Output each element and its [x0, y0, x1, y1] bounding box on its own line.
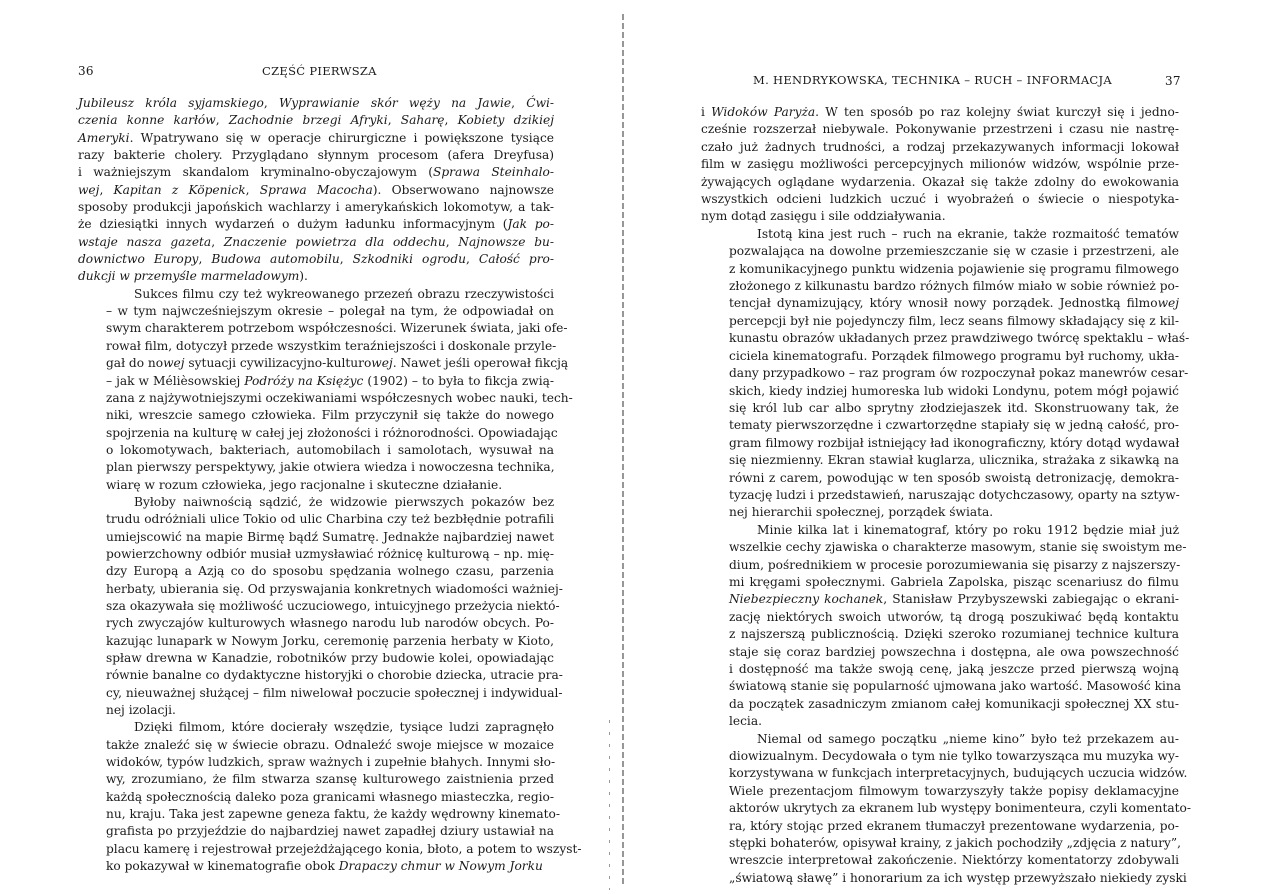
text-line: nej izolacji.: [106, 703, 176, 718]
text-line: każdą społecznością daleko poza granicami własnego miasteczka, regio-: [106, 789, 554, 804]
text-line: sza okazywała się możliwość uczuciowego, intuicyjnego przeżycia niektó-: [106, 598, 560, 613]
text-line: ciciela kinematografu. Porządek filmowego programu był ruchomy, ukła-: [729, 348, 1179, 363]
text-line: downictwo Europy, Budowa automobilu, Szkodniki ogrodu, Całość pro-: [78, 252, 555, 267]
text-line: da początek zasadniczym zmianom całej komunikacji społecznej XX stu-: [729, 696, 1179, 711]
text-line: umiejscowić na mapie Birmę bądź Sumatrę. Jednakże najbardziej nawet: [106, 529, 554, 544]
page-gutter: [622, 14, 624, 884]
page-number: 37: [1165, 74, 1181, 88]
paragraph: [701, 731, 1192, 888]
text-line: tyzację ludzi i przedstawień, naruszając dotychczasowy, oparty na sztyw-: [729, 487, 1180, 502]
text-line: Sukces filmu czy też wykreowanego przezeń obrazu rzeczywistości: [134, 286, 554, 301]
text-line: czenia konne karłów, Zachodnie brzegi Afryki, Saharę, Kobiety dzikiej: [78, 113, 554, 128]
text-line: nej hierarchii społecznej, porządek świata.: [729, 505, 994, 520]
text-line: równie banalne co dydaktyczne historyjki o chorobie dziecka, utracie pra-: [106, 668, 563, 683]
text-line: pozwalająca na dowolne przemieszczanie się w czasie i przestrzeni, ale: [729, 244, 1179, 259]
text-line: ko pokazywał w kinematografie obok Drapaczy chmur w Nowym Jorku: [106, 859, 543, 874]
text-line: że dziesiątki innych wydarzeń o dużym ładunku informacyjnym (Jak po-: [78, 217, 554, 232]
text-line: wszelkie cechy zjawiska o charakterze masowym, stanie się swoistym me-: [729, 540, 1187, 555]
text-line: lecia.: [729, 714, 762, 729]
text-line: Niemal od samego początku „nieme kino” było też przekazem au-: [757, 731, 1179, 746]
text-line: spław drewna w Kanadzie, robotników przy budowie kolei, opowiadając: [106, 651, 554, 665]
page-body: [78, 95, 582, 875]
text-line: diowizualnym. Decydowała o tym nie tylko towarzysząca mu muzyka wy-: [729, 749, 1179, 764]
text-line: dium, pośrednikiem w procesie porozumiewania się pisarzy z najszerszy-: [729, 557, 1181, 572]
text-line: wreszcie interpretował zakończenie. Niektórzy komentatorzy zdobywali: [729, 853, 1179, 868]
text-line: żywających oglądane wydarzenia. Okazał się także zdolny do ewokowania: [701, 174, 1179, 189]
text-line: złożonego z kilkunastu bardzo różnych filmów miało w sobie również po-: [729, 279, 1179, 294]
text-line: skich, kiedy indziej humoreska lub widoki Londynu, potem mógł pojawić: [729, 383, 1179, 398]
text-line: razy bakterie cholery. Przyglądano słynnym procesom (afera Dreyfusa): [78, 148, 554, 163]
text-line: także znaleźć się w świecie obrazu. Odnaleźć swoje miejsce w mozaice: [106, 737, 554, 752]
text-line: tematy pierwszorzędne i czwartorzędne stapiały się w jedną całość, pro-: [729, 418, 1179, 433]
text-line: herbaty, ubierania się. Od przyswajania konkretnych wiadomości ważniej-: [106, 581, 563, 596]
text-line: z najszerszą publicznością. Dzięki szeroko rozumianej technice kultura: [729, 627, 1179, 642]
right-page: [628, 0, 1262, 894]
text-line: gał do nowej sytuacji cywilizacyjno-kulturowej. Nawet jeśli operował fikcją: [106, 356, 569, 371]
text-line: niki, wreszcie samego człowieka. Film przyczynił się także do nowego: [106, 408, 554, 423]
text-line: placu kamerę i rejestrował przejeżdżającego konia, błoto, a potem to wszyst-: [106, 841, 582, 856]
text-line: stępki bohaterów, opisywał krainy, z jakich pochodziły „zdjęcia z natury”,: [729, 836, 1182, 851]
text-line: i dostępność ma także swoją cenę, jaką jeszcze przed pierwszą wojną: [729, 662, 1179, 676]
text-line: się niezmienny. Ekran stawiał kuglarza, ulicznika, strażaka z sikawką na: [729, 453, 1179, 468]
text-line: gram filmowy rozbijał istniejący ład ikonograficzny, który dotąd wydawał: [729, 435, 1180, 450]
text-line: rował film, dotyczył przede wszystkim teraźniejszości i doskonale przyle-: [106, 338, 557, 353]
text-line: Ameryki. Wpatrywano się w operacje chirurgiczne i powiększone tysiące: [78, 130, 554, 145]
text-line: – jak w Méliѐsowskiej Podróży na Księżyc (1902) – to była to fikcja zwią-: [106, 373, 554, 388]
text-line: „światową sławę” i honorarium za ich występ przewyższało niekiedy zyski: [729, 870, 1187, 885]
paragraph: [78, 95, 554, 286]
text-line: światową stanie się popularność ujmowana jako wartość. Masowość kina: [729, 679, 1181, 694]
text-line: – w tym najwcześniejszym okresie – polegał na tym, że odpowiadał on: [106, 304, 554, 319]
text-line: cy, nieuważnej służącej – film niwelował poczucie społecznej i indywidual-: [106, 685, 563, 700]
text-line: Minie kilka lat i kinematograf, który po roku 1912 będzie miał już: [757, 522, 1179, 537]
text-line: powierzchowny odbiór musiał uzmysławiać różnicę kulturową – np. mię-: [106, 546, 554, 561]
text-line: trudu odróżniali ulice Tokio od ulic Charbina czy też bezbłędnie potrafili: [106, 512, 554, 527]
text-line: nu, kraju. Taka jest zapewne geneza faktu, że każdy wędrowny kinemato-: [106, 807, 560, 822]
text-line: percepcji był nie pojedynczy film, lecz seans filmowy składający się z kil-: [729, 313, 1179, 328]
text-line: widoków, typów ludzkich, spraw ważnych i zupełnie błahych. Innymi sło-: [106, 755, 556, 770]
text-line: mi kręgami społecznymi. Gabriela Zapolska, pisząc scenariusz do filmu: [729, 574, 1179, 589]
text-line: wszystkich odcieni ludzkich uczuć i wyobrażeń o świecie o niespotyka-: [701, 192, 1179, 207]
paragraph: [701, 522, 1187, 731]
text-line: grafista po przyjeździe do najbardziej nawet zapadłej dziury ustawiał na: [106, 824, 554, 839]
text-line: rych zwyczajów kulturowych własnego narodu lub narodów obcych. Po-: [106, 616, 554, 631]
text-line: z komunikacyjnego punktu widzenia pojawienie się programu filmowego: [729, 261, 1179, 276]
text-line: kazując lunapark w Nowym Jorku, ceremonię parzenia herbaty w Kioto,: [106, 633, 554, 648]
text-line: wiarę w rozum człowieka, jego racjonalne i skuteczne działanie.: [106, 477, 503, 492]
text-line: cześnie rozszerzał niebywale. Pokonywanie przestrzeni i czasu nie nastrę-: [701, 122, 1179, 137]
paragraph: [701, 104, 1179, 226]
text-line: zana z najżywotniejszymi oczekiwaniami współczesnych wobec nauki, tech-: [106, 390, 573, 405]
text-line: i Widoków Paryża. W ten sposób po raz kolejny świat kurczył się i jedno-: [701, 105, 1179, 119]
page-body: [701, 104, 1192, 887]
text-line: korzystywana w funkcjach interpretacyjnych, budujących uczucia widzów.: [729, 766, 1188, 781]
text-line: plan pierwszy perspektywy, jakie otwiera wiedza i nowoczesna technika,: [106, 460, 555, 475]
text-line: dukcji w przemyśle marmeladowym).: [78, 269, 308, 284]
text-line: czało już żadnych trudności, a rodzaj przekazywanych informacji lokował: [701, 139, 1179, 154]
left-page: [0, 0, 620, 894]
paragraph: [78, 719, 582, 875]
text-line: Niebezpieczny kochanek, Stanisław Przybyszewski zabiegając o ekrani-: [729, 592, 1180, 607]
text-line: o lokomotywach, bakteriach, automobilach i samolotach, wysuwał na: [106, 442, 554, 457]
text-line: Dzięki filmom, które docierały wszędzie, tysiące ludzi zapragnęło: [134, 720, 554, 735]
text-line: kunastu obrazów układanych przez prawdziwego twórcę spektaklu – właś-: [729, 331, 1190, 346]
text-line: film w zasięgu możliwości percepcyjnych milionów widzów, wspólnie prze-: [701, 157, 1179, 172]
text-line: Jubileusz króla syjamskiego, Wyprawianie skór węży na Jawie, Ćwi-: [78, 96, 555, 110]
page-number: 36: [78, 64, 94, 78]
paragraph: [701, 226, 1190, 522]
text-line: tencjał dynamizujący, który wnosił nowy porządek. Jednostką filmowej: [729, 296, 1179, 311]
text-line: zację niektórych swoich utworów, tą drogą poszukiwać będą kontaktu: [729, 609, 1179, 624]
text-line: dzy Europą a Azją co do sposobu spędzania wolnego czasu, parzenia: [106, 564, 554, 579]
text-line: wy, zrozumiano, że film stwarza szansę kulturowego zaistnienia przed: [106, 772, 554, 787]
text-line: wstaje nasza gazeta, Znaczenie powietrza dla oddechu, Najnowsze bu-: [78, 234, 554, 249]
text-line: wej, Kapitan z Köpenick, Sprawa Macocha). Obserwowano najnowsze: [78, 182, 554, 197]
running-head: M. HENDRYKOWSKA, TECHNIKA – RUCH – INFORMACJA: [753, 73, 1113, 87]
text-line: sposoby produkcji japońskich wachlarzy i amerykańskich lokomotyw, a tak-: [78, 200, 554, 215]
running-head: CZĘŚĆ PIERWSZA: [262, 64, 377, 78]
text-line: równi z carem, powodując w ten sposób swoistą detronizację, demokra-: [729, 470, 1179, 485]
text-line: Wiele prezentacjom filmowym towarzyszyły także popisy deklamacyjne: [729, 783, 1179, 798]
text-line: staje się coraz bardziej powszechna i dostępna, ale owa powszechność: [729, 644, 1179, 659]
text-line: swym charakterem potrzebom współczesności. Wizerunek świata, jaki ofe-: [106, 321, 568, 336]
text-line: dany przypadkowo – raz program ów rozpoczynał pokaz manewrów cesar-: [729, 366, 1189, 381]
paragraph: [78, 494, 563, 719]
text-line: Istotą kina jest ruch – ruch na ekranie, także rozmaitość tematów: [757, 226, 1179, 241]
text-line: nym dotąd zasięgu i sile oddziaływania.: [701, 209, 946, 224]
text-line: ra, który stojąc przed ekranem tłumaczył prezentowane wydarzenia, po-: [729, 818, 1179, 833]
text-line: aktorów ukrytych za ekranem lub występy bonimenteura, czyli komentato-: [729, 801, 1192, 816]
text-line: Byłoby naiwnością sądzić, że widzowie pierwszych pokazów bez: [134, 494, 554, 509]
paragraph: [78, 286, 573, 494]
text-line: i ważniejszym skandalom kryminalno-obyczajowym (Sprawa Steinhalo-: [78, 165, 554, 180]
text-line: spojrzenia na kulturę w całej jej złożoności i różnorodności. Opowiadając: [106, 425, 558, 440]
text-line: się król lub car albo sprytny złodziejaszek itd. Skonstruowany tak, że: [729, 400, 1179, 415]
